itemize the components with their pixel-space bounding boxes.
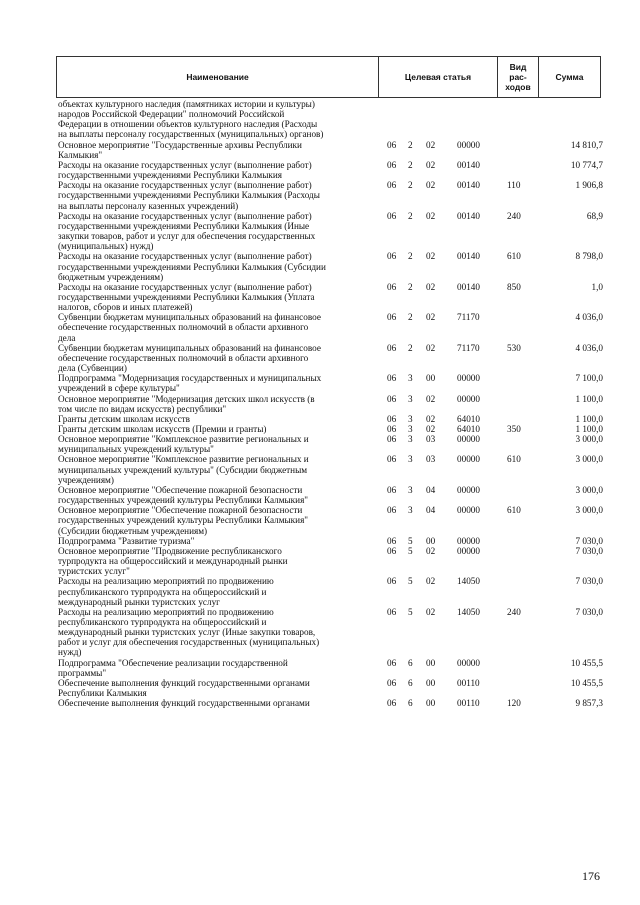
row-name-line: Республики Калмыкия [58, 688, 147, 699]
row-name [58, 658, 381, 678]
row-name-line: Гранты детским школам искусств [58, 413, 191, 424]
section-code: 06 [387, 424, 397, 434]
program-code: 2 [408, 210, 413, 221]
sum-value: 1 100,0 [575, 413, 603, 424]
table-row [58, 536, 603, 546]
program-code: 2 [408, 312, 413, 323]
header-name: Наименование [57, 57, 379, 98]
direction-code: 00000 [457, 434, 480, 445]
subprogram-code: 02 [426, 210, 436, 221]
program-code: 6 [408, 657, 413, 668]
row-name [58, 251, 381, 281]
program-code: 5 [408, 535, 413, 546]
table-row [58, 282, 603, 312]
sum-value: 1 100,0 [575, 424, 603, 434]
section-code: 06 [387, 698, 397, 709]
row-name-line: государственными учреждениями Республики Калмыкия (Иные [58, 220, 310, 231]
table-row [58, 505, 603, 535]
subprogram-code: 00 [426, 535, 436, 546]
row-name-line: международный рынки туристских услуг (Иные закупки товаров, [58, 627, 316, 638]
row-name-line: государственными учреждениями Республики Калмыкия [58, 170, 282, 181]
row-name-line: Подпрограмма "Обеспечение реализации государственной [58, 657, 288, 668]
row-name-line: (муниципальных) нужд) [58, 241, 154, 252]
sum-value: 10 774,7 [570, 159, 603, 170]
expense-kind-code: 110 [507, 180, 521, 191]
table-row [58, 678, 603, 698]
row-name-line: турпродукта на общероссийский и международный рынки [58, 556, 288, 567]
section-code: 06 [387, 505, 397, 516]
subprogram-code: 04 [426, 505, 436, 516]
row-name-line: работ и услуг для обеспечения государственных (муниципальных) [58, 637, 320, 648]
row-name [58, 698, 381, 708]
row-name-line: на выплаты персоналу государственных (муниципальных) органов) [58, 129, 324, 140]
subprogram-code: 00 [426, 373, 436, 384]
row-name-line: Основное мероприятие "Обеспечение пожарной безопасности [58, 505, 303, 516]
row-name [58, 678, 381, 698]
subprogram-code: 02 [426, 424, 436, 434]
sum-value: 4 036,0 [575, 312, 603, 323]
row-name-line: объектах культурного наследия (памятниках истории и культуры) [58, 99, 315, 109]
subprogram-code: 02 [426, 545, 436, 556]
direction-code: 00000 [457, 545, 480, 556]
subprogram-code: 02 [426, 393, 436, 404]
expense-kind-code: 530 [507, 342, 521, 353]
row-name-line: Гранты детским школам искусств (Премии и гранты) [58, 424, 267, 434]
section-code: 06 [387, 281, 397, 292]
header-expense-kind [498, 57, 539, 98]
row-name [58, 211, 381, 252]
table-row [58, 607, 603, 658]
continuation-row [58, 99, 603, 140]
direction-code: 00000 [457, 454, 480, 465]
row-name-line: Расходы на оказание государственных услуг (выполнение работ) [58, 281, 312, 292]
sum-value: 1 100,0 [575, 393, 603, 404]
row-name-line: программы" [58, 667, 107, 678]
row-name-line: Расходы на оказание государственных услуг (выполнение работ) [58, 251, 312, 262]
row-name-line: государственными учреждениями Республики Калмыкия (Расходы [58, 190, 320, 201]
table-row [58, 160, 603, 180]
row-name-line: закупки товаров, работ и услуг для обеспечения государственных [58, 231, 316, 242]
row-name [58, 312, 381, 342]
section-code: 06 [387, 434, 397, 445]
program-code: 5 [408, 606, 413, 617]
program-code: 3 [408, 484, 413, 495]
row-name-line: Федерации в отношении объектов культурного наследия (Расходы [58, 119, 318, 130]
direction-code: 14050 [457, 576, 480, 587]
section-code: 06 [387, 657, 397, 668]
sum-value: 7 030,0 [575, 606, 603, 617]
row-name-line: Подпрограмма "Развитие туризма" [58, 535, 195, 546]
row-name-line: Субвенции бюджетам муниципальных образований на финансовое [58, 342, 321, 353]
table-row [58, 180, 603, 210]
program-code: 5 [408, 545, 413, 556]
subprogram-code: 02 [426, 251, 436, 262]
subprogram-code: 02 [426, 576, 436, 587]
section-code: 06 [387, 677, 397, 688]
header-target-article: Целевая статья [379, 57, 498, 98]
row-name [58, 434, 381, 454]
table-row [58, 698, 603, 708]
table-row [58, 373, 603, 393]
direction-code: 64010 [457, 424, 480, 434]
subprogram-code: 02 [426, 159, 436, 170]
direction-code: 00140 [457, 159, 480, 170]
row-name-line: муниципальных учреждений культуры" (Субсидии бюджетным [58, 464, 308, 475]
row-name-line: Основное мероприятие "Модернизация детских школ искусств (в [58, 393, 315, 404]
table-row [58, 394, 603, 414]
row-name-line: (Субсидии бюджетным учреждениям) [58, 525, 208, 536]
row-name-line: республиканского турпродукта на общероссийский и [58, 616, 267, 627]
row-name-line: Калмыкия" [58, 149, 103, 160]
row-name [58, 485, 381, 505]
direction-code: 00000 [457, 657, 480, 668]
table-row [58, 576, 603, 606]
section-code: 06 [387, 393, 397, 404]
section-code: 06 [387, 413, 397, 424]
section-code: 06 [387, 576, 397, 587]
table-row [58, 658, 603, 678]
row-name-line: учреждений в сфере культуры" [58, 383, 180, 394]
direction-code: 71170 [457, 342, 480, 353]
row-name-line: обеспечение государственных полномочий в области архивного [58, 322, 309, 333]
sum-value: 68,9 [586, 210, 603, 221]
section-code: 06 [387, 484, 397, 495]
row-name-line: дела (Субвенции) [58, 363, 127, 374]
row-name [58, 373, 381, 393]
row-name [58, 343, 381, 373]
row-name-line: Основное мероприятие "Обеспечение пожарной безопасности [58, 484, 303, 495]
expense-kind-code: 120 [507, 698, 521, 709]
row-name-line: муниципальных учреждений культуры" [58, 444, 214, 455]
expense-kind-code: 850 [507, 281, 521, 292]
sum-value: 7 030,0 [575, 576, 603, 587]
sum-value: 1,0 [591, 281, 603, 292]
row-name-line: Расходы на оказание государственных услуг (выполнение работ) [58, 180, 312, 191]
subprogram-code: 03 [426, 434, 436, 445]
section-code: 06 [387, 373, 397, 384]
row-name-line: Основное мероприятие "Комплексное развитие региональных и [58, 434, 309, 445]
program-code: 3 [408, 393, 413, 404]
header-sum: Сумма [539, 57, 601, 98]
row-name [58, 546, 381, 576]
section-code: 06 [387, 159, 397, 170]
direction-code: 00110 [457, 698, 480, 709]
sum-value: 8 798,0 [575, 251, 603, 262]
table-row [58, 414, 603, 424]
subprogram-code: 02 [426, 180, 436, 191]
subprogram-code: 02 [426, 281, 436, 292]
row-name-line: государственными учреждениями Республики Калмыкия (Уплата [58, 291, 315, 302]
expense-kind-code: 610 [507, 454, 521, 465]
direction-code: 00000 [457, 535, 480, 546]
section-code: 06 [387, 180, 397, 191]
expense-kind-code: 350 [507, 424, 521, 434]
subprogram-code: 02 [426, 312, 436, 323]
row-name [58, 180, 381, 210]
sum-value: 4 036,0 [575, 342, 603, 353]
row-name [58, 394, 381, 414]
program-code: 3 [408, 505, 413, 516]
subprogram-code: 00 [426, 657, 436, 668]
row-name-line: Основное мероприятие "Государственные архивы Республики [58, 139, 302, 150]
row-name-line: международный рынки туристских услуг [58, 596, 220, 607]
subprogram-code: 04 [426, 484, 436, 495]
sum-value: 7 100,0 [575, 373, 603, 384]
sum-value: 14 810,7 [570, 139, 603, 150]
program-code: 3 [408, 454, 413, 465]
section-code: 06 [387, 606, 397, 617]
sum-value: 3 000,0 [575, 484, 603, 495]
sum-value: 10 455,5 [570, 677, 603, 688]
row-name-line: государственными учреждениями Республики Калмыкия (Субсидии [58, 261, 326, 272]
table-header [56, 56, 601, 98]
program-code: 2 [408, 139, 413, 150]
row-name [58, 607, 381, 658]
row-name-line: народов Российской Федерации" полномочий Российской [58, 109, 285, 120]
row-name [58, 536, 381, 546]
program-code: 3 [408, 373, 413, 384]
sum-value: 3 000,0 [575, 454, 603, 465]
program-code: 2 [408, 342, 413, 353]
sum-value: 9 857,3 [575, 698, 603, 709]
row-name [58, 99, 381, 140]
row-name [58, 414, 381, 424]
sum-value: 7 030,0 [575, 535, 603, 546]
section-code: 06 [387, 251, 397, 262]
table-row [58, 211, 603, 252]
row-name-line: Подпрограмма "Модернизация государственных и муниципальных [58, 373, 322, 384]
subprogram-code: 03 [426, 454, 436, 465]
table-row [58, 485, 603, 505]
sum-value: 3 000,0 [575, 505, 603, 516]
program-code: 3 [408, 434, 413, 445]
direction-code: 00000 [457, 484, 480, 495]
subprogram-code: 02 [426, 606, 436, 617]
section-code: 06 [387, 342, 397, 353]
direction-code: 00000 [457, 393, 480, 404]
header-kind-line: Вид [509, 62, 527, 72]
direction-code: 00000 [457, 373, 480, 384]
expense-kind-code: 610 [507, 505, 521, 516]
sum-value: 1 906,8 [575, 180, 603, 191]
row-name [58, 160, 381, 180]
section-code: 06 [387, 210, 397, 221]
expense-kind-code: 240 [507, 210, 521, 221]
table-row [58, 312, 603, 342]
program-code: 3 [408, 413, 413, 424]
row-name-line: Основное мероприятие "Комплексное развитие региональных и [58, 454, 309, 465]
row-name-line: том числе по видам искусств) республики" [58, 403, 227, 414]
row-name-line: Обеспечение выполнения функций государственными органами [58, 698, 310, 709]
table-row [58, 343, 603, 373]
program-code: 2 [408, 159, 413, 170]
row-name [58, 282, 381, 312]
row-name [58, 576, 381, 606]
direction-code: 00140 [457, 251, 480, 262]
section-code: 06 [387, 312, 397, 323]
row-name-line: нужд) [58, 647, 82, 658]
section-code: 06 [387, 545, 397, 556]
subprogram-code: 00 [426, 698, 436, 709]
sum-value: 7 030,0 [575, 545, 603, 556]
direction-code: 00140 [457, 180, 480, 191]
table-row [58, 454, 603, 484]
row-name-line: Субвенции бюджетам муниципальных образований на финансовое [58, 312, 321, 323]
row-name-line: Обеспечение выполнения функций государственными органами [58, 677, 310, 688]
program-code: 2 [408, 281, 413, 292]
row-name-line: Расходы на оказание государственных услуг (выполнение работ) [58, 210, 312, 221]
table-body [58, 99, 603, 708]
row-name-line: туристских услуг" [58, 566, 130, 577]
row-name [58, 424, 381, 434]
direction-code: 00140 [457, 281, 480, 292]
row-name-line: Основное мероприятие "Продвижение республиканского [58, 545, 282, 556]
program-code: 2 [408, 251, 413, 262]
row-name-line: республиканского турпродукта на общероссийский и [58, 586, 267, 597]
direction-code: 71170 [457, 312, 480, 323]
row-name [58, 505, 381, 535]
header-kind-line: рас- [509, 72, 527, 82]
direction-code: 00110 [457, 677, 480, 688]
program-code: 2 [408, 180, 413, 191]
row-name-line: дела [58, 332, 76, 343]
program-code: 6 [408, 677, 413, 688]
table-row [58, 546, 603, 576]
program-code: 3 [408, 424, 413, 434]
table-row [58, 424, 603, 434]
subprogram-code: 02 [426, 139, 436, 150]
direction-code: 00000 [457, 505, 480, 516]
section-code: 06 [387, 139, 397, 150]
section-code: 06 [387, 454, 397, 465]
row-name-line: бюджетным учреждениям) [58, 271, 164, 282]
row-name-line: Расходы на реализацию мероприятий по продвижению [58, 576, 274, 587]
direction-code: 64010 [457, 413, 480, 424]
row-name-line: Расходы на оказание государственных услуг (выполнение работ) [58, 159, 312, 170]
sum-value: 10 455,5 [570, 657, 603, 668]
expense-kind-code: 240 [507, 606, 521, 617]
row-name-line: налогов, сборов и иных платежей) [58, 302, 193, 313]
program-code: 5 [408, 576, 413, 587]
subprogram-code: 02 [426, 342, 436, 353]
row-name-line: учреждениям) [58, 474, 114, 485]
row-name-line: государственных учреждений культуры Республики Калмыкия" [58, 515, 309, 526]
subprogram-code: 02 [426, 413, 436, 424]
table-row [58, 434, 603, 454]
row-name [58, 454, 381, 484]
expense-kind-code: 610 [507, 251, 521, 262]
subprogram-code: 00 [426, 677, 436, 688]
row-name-line: государственных учреждений культуры Республики Калмыкия" [58, 495, 309, 506]
header-kind-line: ходов [505, 82, 531, 92]
section-code: 06 [387, 535, 397, 546]
direction-code: 00000 [457, 139, 480, 150]
page-number: 176 [582, 869, 600, 883]
direction-code: 14050 [457, 606, 480, 617]
sum-value: 3 000,0 [575, 434, 603, 445]
program-code: 6 [408, 698, 413, 709]
direction-code: 00140 [457, 210, 480, 221]
table-row [58, 251, 603, 281]
row-name-line: Расходы на реализацию мероприятий по продвижению [58, 606, 274, 617]
row-name-line: на выплаты персоналу казенных учреждений) [58, 200, 239, 211]
row-name [58, 140, 381, 160]
table-row [58, 140, 603, 160]
row-name-line: обеспечение государственных полномочий в области архивного [58, 352, 309, 363]
